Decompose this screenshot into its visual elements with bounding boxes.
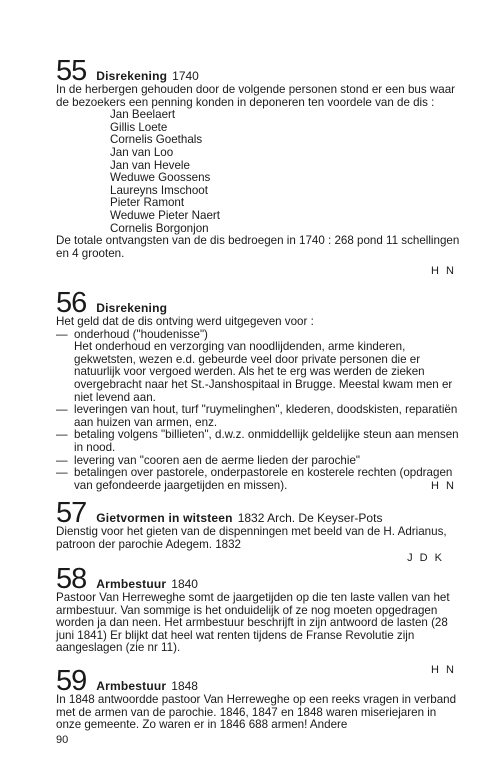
entry-number: 58 xyxy=(56,563,87,595)
list-item: Pieter Ramont xyxy=(110,196,185,210)
entry-date: 1740 xyxy=(172,69,199,83)
list-item: Weduwe Pieter Naert xyxy=(110,208,220,222)
list-item: Weduwe Goossens xyxy=(110,171,211,185)
entry-heading xyxy=(56,287,460,319)
entry-57 xyxy=(56,497,460,565)
author-initials: H N xyxy=(431,663,456,676)
list-item-detail: Het onderhoud en verzorging van noodlijdenden, arme kinderen, gekwetsten, wezen e.d. gebeurde veel door private personen die er natuurlijk voor vergoed werden. Als het te erg was werden de zieken overgebracht naar het St.-Janshospitaal in Brugge. Meestal kwam men er niet levend aan. xyxy=(74,340,453,404)
page-number: 90 xyxy=(56,734,69,746)
list-item: — levering van "cooren aen de aerme lieden der parochie" xyxy=(56,455,460,468)
entry-title: Gietvormen in witsteen xyxy=(96,511,233,525)
entry-55 xyxy=(56,55,460,278)
entry-date: 1840 xyxy=(171,577,198,591)
entry-number: 55 xyxy=(56,55,87,87)
entry-text: In de herbergen gehouden door de volgende personen stond er een bus waar de bezoekers een penning konden in deponeren ten voordele van de dis : xyxy=(56,83,455,109)
list-item-label: betalingen over pastorele, onderpastorele en kosterele rechten (opdragen van gefondeerde jaargetijden en missen). xyxy=(74,466,453,492)
list-item: Laureyns Imschoot xyxy=(110,183,208,197)
expense-list xyxy=(56,329,460,493)
list-item: Jan van Loo xyxy=(110,145,174,159)
entry-date: 1832 Arch. De Keyser-Pots xyxy=(237,511,383,525)
entry-heading xyxy=(56,55,460,87)
entry-58 xyxy=(56,563,460,677)
entry-number: 57 xyxy=(56,497,87,529)
list-item: — betaling volgens "billieten", d.w.z. onmiddellijk geldelijke steun aan mensen in nood. xyxy=(56,429,460,454)
entry-title: Disrekening xyxy=(96,301,168,315)
entry-date: 1848 xyxy=(171,679,198,693)
entry-59 xyxy=(56,665,460,732)
entry-title: Disrekening xyxy=(96,69,168,83)
entry-heading xyxy=(56,497,460,529)
author-initials: J D K xyxy=(407,552,444,565)
entry-text: Het geld dat de dis ontving werd uitgegeven voor : xyxy=(56,315,314,328)
author-initials: H N xyxy=(431,479,456,492)
entry-title: Armbestuur xyxy=(96,679,167,693)
entry-heading xyxy=(56,665,460,697)
entry-text: In 1848 antwoordde pastoor Van Herreweghe op een reeks vragen in verband met de armen van de parochie. 1846, 1847 en 1848 waren miseriejaren in onze gemeente. Zo waren er in 1846 688 armen! Andere xyxy=(56,693,457,732)
list-item: Jan Beelaert xyxy=(110,108,176,122)
entry-number: 59 xyxy=(56,665,87,697)
list-item: Cornelis Goethals xyxy=(110,133,203,147)
list-item xyxy=(56,329,460,405)
entry-text: Dienstig voor het gieten van de dispenningen met beeld van de H. Adrianus, patroon der parochie Adegem. 1832 xyxy=(56,525,447,551)
entry-number: 56 xyxy=(56,287,87,319)
author-initials: H N xyxy=(431,265,456,278)
list-item: Jan van Hevele xyxy=(110,158,190,172)
list-item: Gillis Loete xyxy=(110,120,168,134)
list-item: — leveringen van hout, turf "ruymelinghen", klederen, doodskisten, reparatiën aan huizen van armen, enz. xyxy=(56,404,460,429)
entry-heading xyxy=(56,563,460,595)
name-list xyxy=(56,109,460,235)
list-item-label: onderhoud ("houdenisse") xyxy=(74,327,208,341)
entry-title: Armbestuur xyxy=(96,577,167,591)
entry-text-2: De totale ontvangsten van de dis bedroegen in 1740 : 268 pond 11 schellingen en 4 grooten. xyxy=(56,234,460,260)
list-item: Cornelis Borgonjon xyxy=(110,221,209,235)
entry-56 xyxy=(56,287,460,492)
list-item xyxy=(56,467,460,492)
entry-text: Pastoor Van Herreweghe somt de jaargetijden op die ten laste vallen van het armbestuur. Van sommige is het onduidelijk of ze nog moeten opgedragen worden ja dan neen. Het armbestuur beschrijft in zijn antwoord de lasten (28 juni 1841) Er blijkt dat heel wat renten tijdens de Franse Revolutie zijn aangeslagen (zie nr 11). xyxy=(56,591,450,655)
